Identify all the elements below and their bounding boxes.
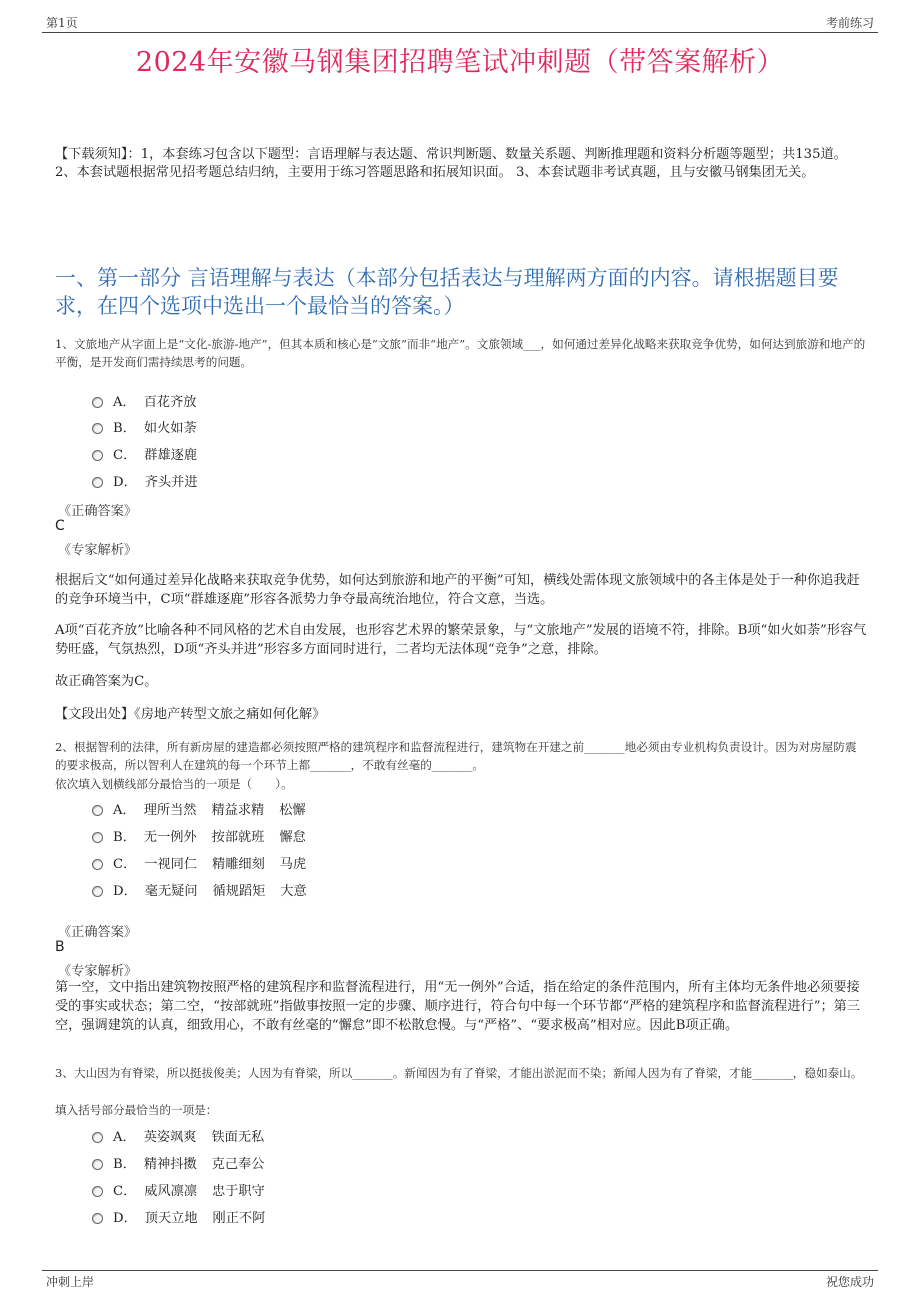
radio-icon[interactable] — [92, 450, 103, 461]
radio-icon[interactable] — [92, 886, 103, 897]
radio-icon[interactable] — [92, 859, 103, 870]
q2-option-d[interactable] — [92, 880, 307, 899]
header-label: 考前练习 — [825, 16, 874, 30]
q1-analysis-paragraph-3: 故正确答案为C。 — [55, 674, 158, 689]
option-word-3: 松懈 — [279, 803, 306, 818]
option-word-2: 精益求精 — [211, 803, 265, 818]
q1-option-c[interactable] — [92, 444, 197, 463]
radio-icon[interactable] — [92, 1213, 103, 1224]
q1-analysis-paragraph-2: A项“百花齐放”比喻各种不同风格的艺术自由发展，也形容艺术界的繁荣景象，与“文旅地产”发展的语境不符，排除。B项“如火如荼”形容气势旺盛，气氛热烈，D项“齐头并进”形容多方面同时进行，二者均无法体现“竞争”之意，排除。 — [55, 623, 867, 657]
footer-right-label: 祝您成功 — [825, 1275, 874, 1289]
q2-answer-label: 《正确答案》 — [58, 925, 138, 940]
q3-option-b[interactable] — [92, 1153, 264, 1172]
option-word-2: 忠于职守 — [212, 1184, 265, 1199]
q1-source: 【文段出处】《房地产转型文旅之痛如何化解》 — [55, 707, 326, 722]
option-letter: B． — [113, 1157, 136, 1172]
section-heading: 一、第一部分 言语理解与表达（本部分包括表达与理解两方面的内容。请根据题目要求，在四个选项中选出一个最恰当的答案。） — [55, 266, 839, 318]
q2-answer: B — [55, 939, 65, 955]
q1-answer-label: 《正确答案》 — [58, 504, 138, 519]
option-text: 百花齐放 — [143, 395, 197, 410]
radio-icon[interactable] — [92, 1159, 103, 1170]
option-word-3: 大意 — [280, 884, 307, 899]
footer-left-label: 冲刺上岸 — [46, 1275, 95, 1289]
option-word-1: 毫无疑问 — [144, 884, 198, 899]
q1-analysis-paragraph-1: 根据后文“如何通过差异化战略来获取竞争优势，如何达到旅游和地产的平衡”可知，横线处需体现文旅领域中的各主体是处于一种你追我赶的竞争环境当中，C项“群雄逐鹿”形容各派势力争夺最高统治地位，符合文意，当选。 — [55, 573, 860, 607]
radio-icon[interactable] — [92, 805, 103, 816]
header-divider — [42, 32, 878, 33]
page-number: 第1页 — [46, 16, 78, 30]
q1-option-a[interactable] — [92, 391, 196, 410]
q3-option-a[interactable] — [92, 1126, 264, 1145]
q1-option-d[interactable] — [92, 471, 198, 490]
radio-icon[interactable] — [92, 1132, 103, 1143]
option-word-2: 铁面无私 — [211, 1130, 265, 1145]
option-word-3: 马虎 — [279, 857, 307, 872]
option-word-3: 懈怠 — [279, 830, 306, 845]
option-word-2: 循规蹈矩 — [212, 884, 266, 899]
option-text: 齐头并进 — [144, 475, 198, 490]
option-word-1: 英姿飒爽 — [143, 1130, 197, 1145]
option-word-2: 刚正不阿 — [212, 1211, 266, 1226]
option-word-2: 克己奉公 — [211, 1157, 265, 1172]
option-word-2: 按部就班 — [211, 830, 265, 845]
radio-icon[interactable] — [92, 397, 103, 408]
radio-icon[interactable] — [92, 832, 103, 843]
q3-option-d[interactable] — [92, 1207, 265, 1226]
q1-option-b[interactable] — [92, 417, 197, 436]
option-text: 如火如荼 — [143, 421, 197, 436]
q3-option-c[interactable] — [92, 1180, 265, 1199]
option-letter: C． — [113, 448, 137, 463]
q1-analysis-label: 《专家解析》 — [58, 543, 138, 558]
option-word-1: 精神抖擞 — [143, 1157, 197, 1172]
option-word-1: 顶天立地 — [144, 1211, 198, 1226]
question-2-prompt: 依次填入划横线部分最恰当的一项是（ ）。 — [55, 777, 293, 791]
q2-option-a[interactable] — [92, 799, 306, 818]
radio-icon[interactable] — [92, 423, 103, 434]
question-3-prompt: 填入括号部分最恰当的一项是： — [55, 1103, 218, 1117]
footer-divider — [42, 1270, 878, 1271]
question-1-text: 1、文旅地产从字面上是“文化-旅游-地产”，但其本质和核心是“文旅”而非“地产”。文旅领域___，如何通过差异化战略来获取竞争优势，如何达到旅游和地产的平衡，是开发商们需持续思考的问题。 — [55, 337, 866, 369]
option-letter: B． — [113, 830, 136, 845]
option-letter: A． — [113, 1130, 136, 1145]
q2-analysis-label: 《专家解析》 — [58, 964, 138, 979]
option-letter: A． — [113, 395, 136, 410]
option-letter: D． — [113, 1211, 137, 1226]
option-letter: D． — [113, 475, 137, 490]
option-letter: A． — [113, 803, 136, 818]
option-word-1: 一视同仁 — [144, 857, 198, 872]
option-word-1: 无一例外 — [143, 830, 197, 845]
q1-answer: C — [55, 518, 65, 534]
option-letter: D． — [113, 884, 137, 899]
option-letter: C． — [113, 1184, 137, 1199]
option-word-2: 精雕细刻 — [212, 857, 265, 872]
radio-icon[interactable] — [92, 1186, 103, 1197]
q2-analysis: 第一空，文中指出建筑物按照严格的建筑程序和监督流程进行，用“无一例外”合适，指在给定的条件范围内，所有主体均无条件地必须要接受的事实或状态；第二空，“按部就班”指做事按照一定的步骤、顺序进行，符合句中每一个环节都“严格的建筑程序和监督流程进行”；第三空，强调建筑的认真，细致用心，不敢有丝毫的“懈怠”即不松散怠慢。与“严格”、“要求极高”相对应。因此B项正确。 — [55, 980, 861, 1033]
q2-option-b[interactable] — [92, 826, 306, 845]
option-letter: B． — [113, 421, 136, 436]
download-notice: 【下载须知】：1，本套练习包含以下题型：言语理解与表达题、常识判断题、数量关系题、判断推理题和资料分析题等题型；共135道。 2、本套试题根据常见招考题总结归纳，主要用于练习答题思路和拓展知识面。 3、本套试题非考试真题，且与安徽马钢集团无关。 — [55, 147, 847, 180]
question-3-text: 3、大山因为有脊梁，所以挺拔俊美；人因为有脊梁，所以_______。新闻因为有了脊梁，才能出淤泥而不染；新闻人因为有了脊梁，才能_______，稳如泰山。 — [55, 1066, 863, 1080]
document-title: 2024年安徽马钢集团招聘笔试冲刺题（带答案解析） — [135, 47, 785, 78]
question-2-text: 2、根据智利的法律，所有新房屋的建造都必须按照严格的建筑程序和监督流程进行，建筑物在开建之前_______地必须由专业机构负责设计。因为对房屋防震的要求极高，所以智利人在建筑的每一个环节上都_______，不敢有丝毫的_______。 — [55, 740, 857, 772]
q2-option-c[interactable] — [92, 853, 306, 872]
radio-icon[interactable] — [92, 477, 103, 488]
option-word-1: 威风凛凛 — [144, 1184, 198, 1199]
option-text: 群雄逐鹿 — [144, 448, 198, 463]
option-word-1: 理所当然 — [143, 803, 197, 818]
option-letter: C． — [113, 857, 137, 872]
